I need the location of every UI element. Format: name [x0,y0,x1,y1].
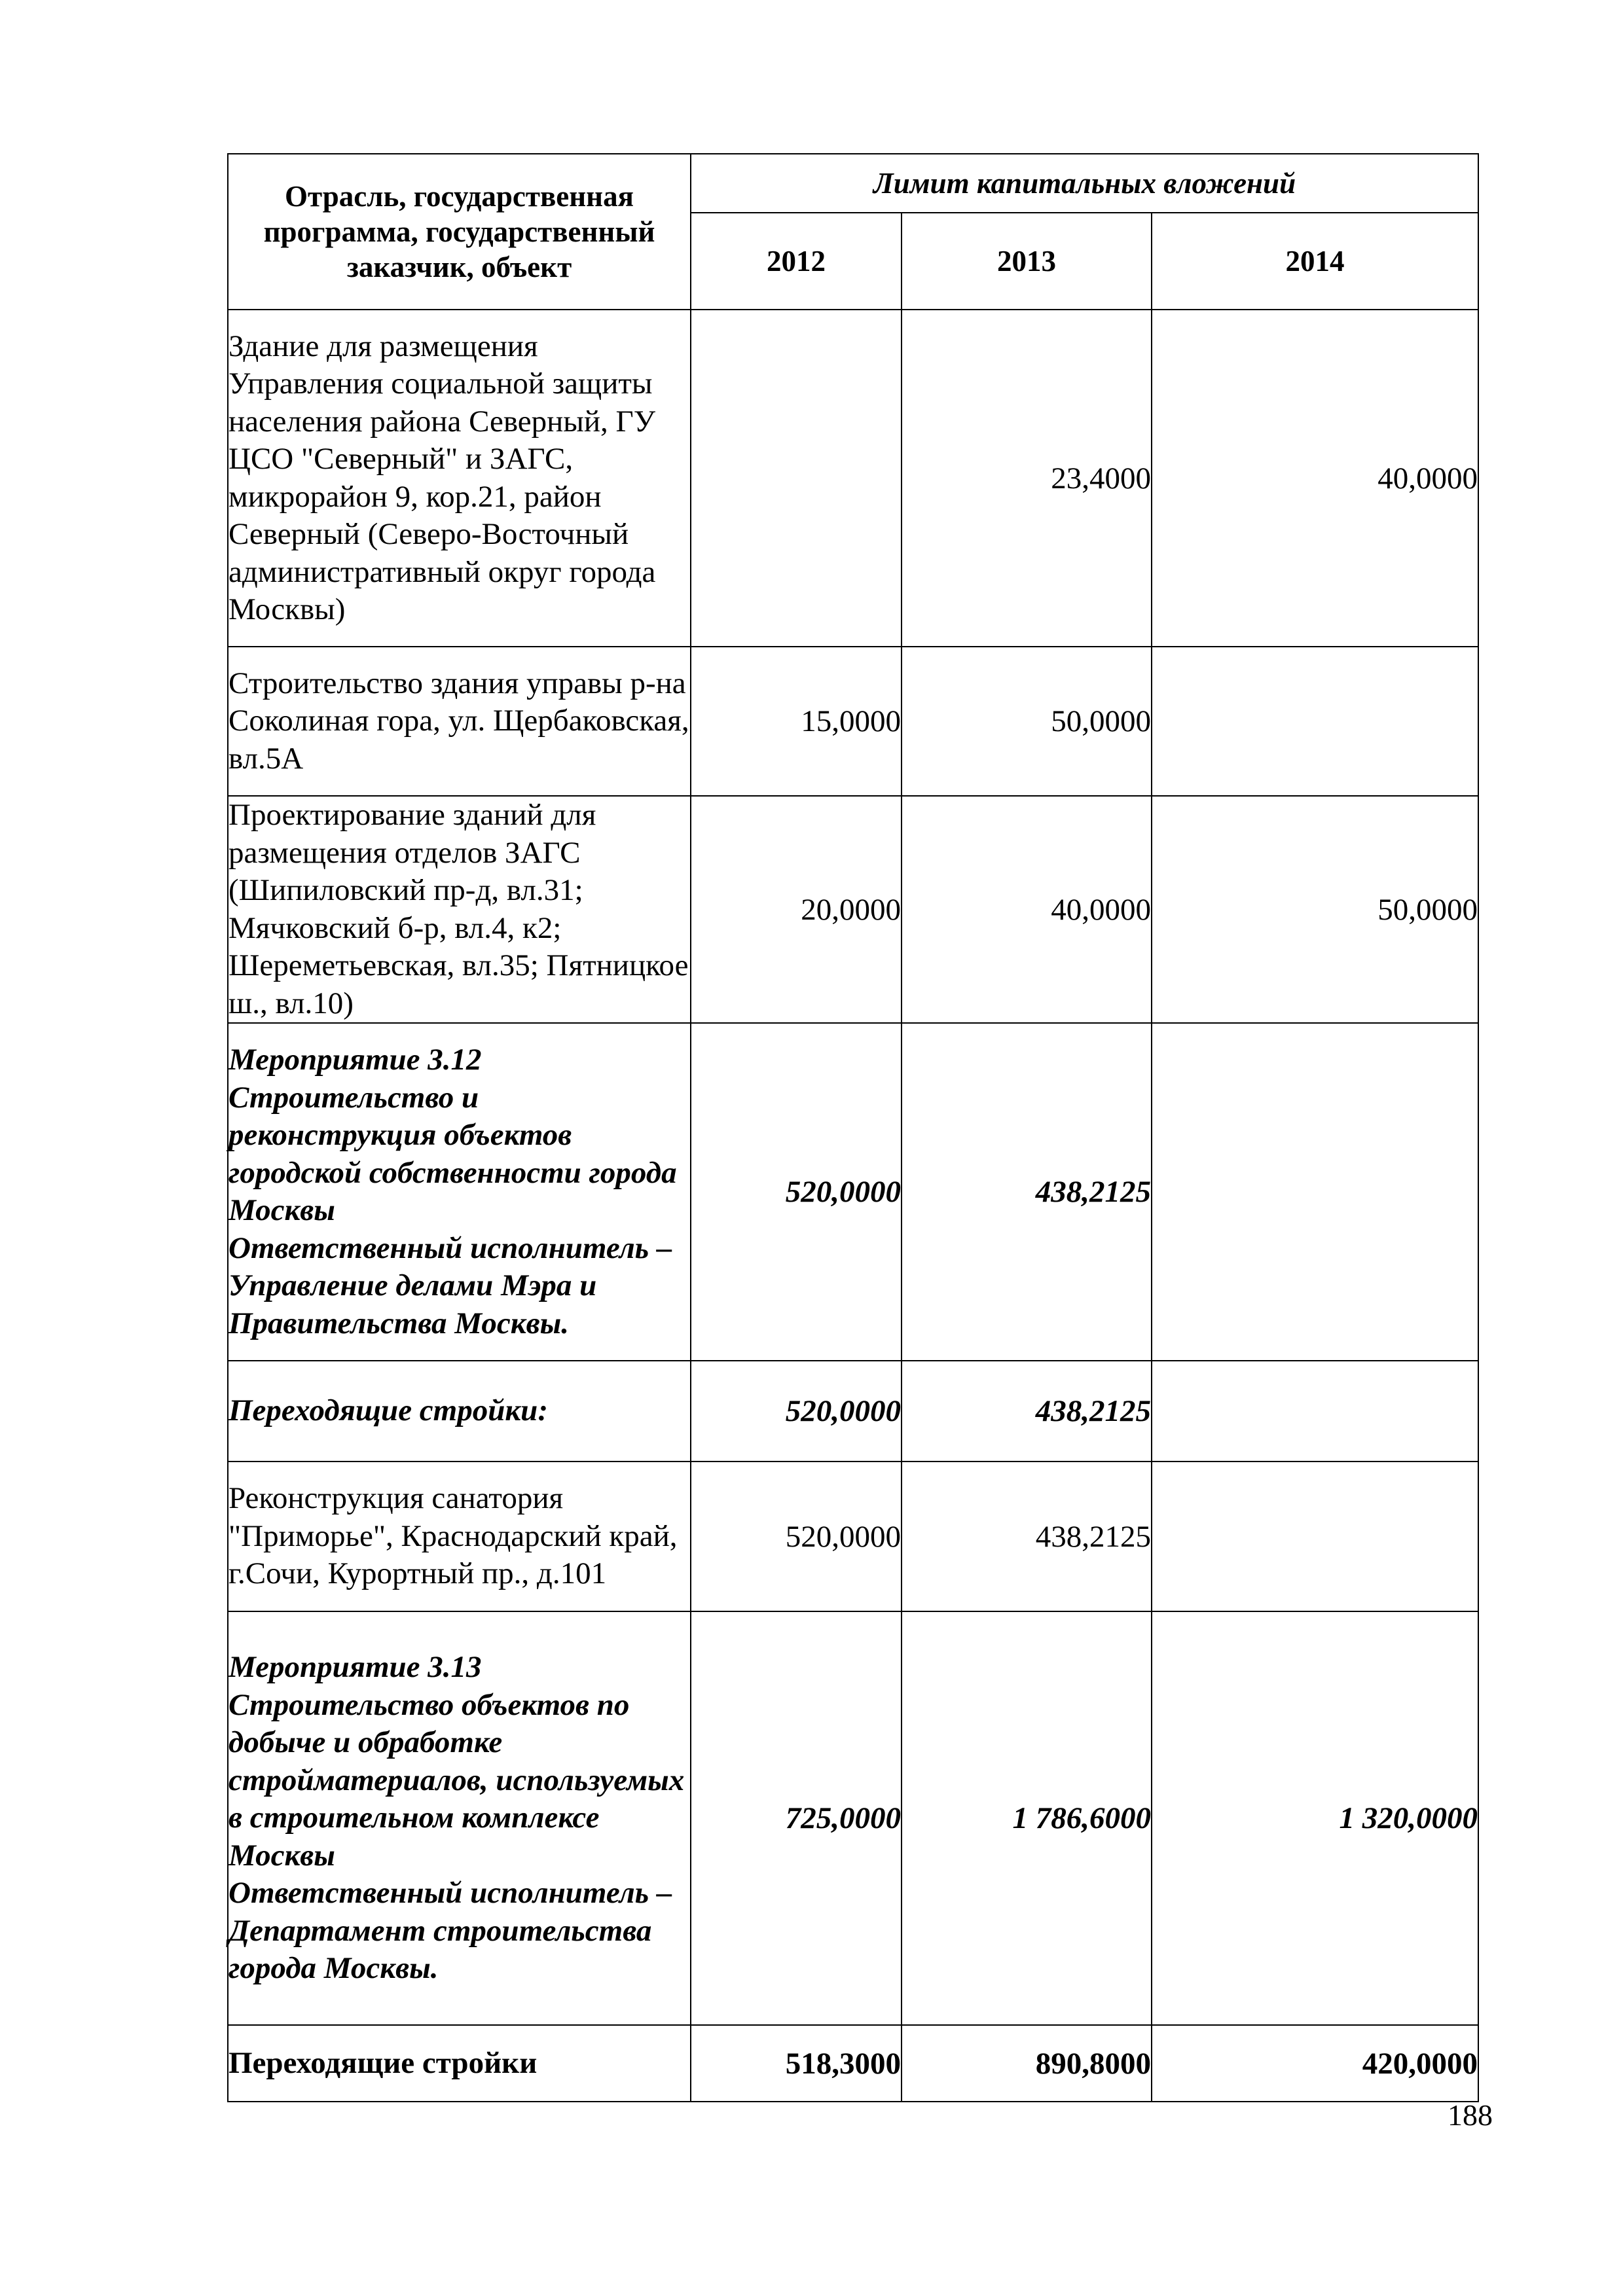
value-2012: 725,0000 [691,1611,902,2025]
measure-row [228,1611,1478,2025]
value-2014 [1152,1462,1478,1611]
column-header-object: Отрасль, государственная программа, государственный заказчик, объект [228,154,691,310]
value-2012: 15,0000 [691,647,902,796]
subtotal-row [228,2025,1478,2102]
column-header-2013: 2013 [902,213,1152,310]
measure-name: Мероприятие 3.13 Строительство объектов по добыче и обработке стройматериалов, используемых в строительном комплексе Москвы Ответственный исполнитель – Департамент строительства города Москвы. [228,1611,691,2025]
measure-row [228,1023,1478,1361]
object-name: Реконструкция санатория "Приморье", Краснодарский край, г.Сочи, Курортный пр., д.101 [228,1462,691,1611]
value-2012 [691,310,902,647]
table-row [228,647,1478,796]
object-name: Строительство здания управы р-на Соколиная гора, ул. Щербаковская, вл.5А [228,647,691,796]
column-header-2014: 2014 [1152,213,1478,310]
value-2014: 1 320,0000 [1152,1611,1478,2025]
table-row [228,310,1478,647]
value-2012: 518,3000 [691,2025,902,2102]
value-2014: 420,0000 [1152,2025,1478,2102]
value-2014 [1152,1023,1478,1361]
value-2013: 50,0000 [902,647,1152,796]
value-2014: 50,0000 [1152,796,1478,1023]
value-2013: 890,8000 [902,2025,1152,2102]
value-2012: 520,0000 [691,1023,902,1361]
object-name: Проектирование зданий для размещения отделов ЗАГС (Шипиловский пр-д, вл.31; Мячковский б-р, вл.4, к2; Шереметьевская, вл.35; Пятницкое ш., вл.10) [228,796,691,1023]
value-2013: 438,2125 [902,1462,1152,1611]
value-2013: 40,0000 [902,796,1152,1023]
measure-name: Мероприятие 3.12 Строительство и реконструкция объектов городской собственности города Москвы Ответственный исполнитель – Управление делами Мэра и Правительства Москвы. [228,1023,691,1361]
value-2014 [1152,647,1478,796]
table-row [228,1462,1478,1611]
table-row [228,796,1478,1023]
value-2014 [1152,1361,1478,1462]
value-2014: 40,0000 [1152,310,1478,647]
value-2012: 520,0000 [691,1361,902,1462]
value-2013: 1 786,6000 [902,1611,1152,2025]
capital-investment-table [227,153,1479,2102]
column-header-2012: 2012 [691,213,902,310]
column-header-limit: Лимит капитальных вложений [691,154,1478,213]
subtotal-label: Переходящие стройки [228,2025,691,2102]
subtotal-label: Переходящие стройки: [228,1361,691,1462]
object-name: Здание для размещения Управления социальной защиты населения района Северный, ГУ ЦСО "Северный" и ЗАГС, микрорайон 9, кор.21, район Северный (Северо-Восточный административный округ города Москвы) [228,310,691,647]
header-row-top [228,154,1478,213]
value-2013: 23,4000 [902,310,1152,647]
value-2013: 438,2125 [902,1361,1152,1462]
value-2013: 438,2125 [902,1023,1152,1361]
page-number: 188 [1448,2098,1493,2132]
value-2012: 520,0000 [691,1462,902,1611]
subtotal-row [228,1361,1478,1462]
value-2012: 20,0000 [691,796,902,1023]
